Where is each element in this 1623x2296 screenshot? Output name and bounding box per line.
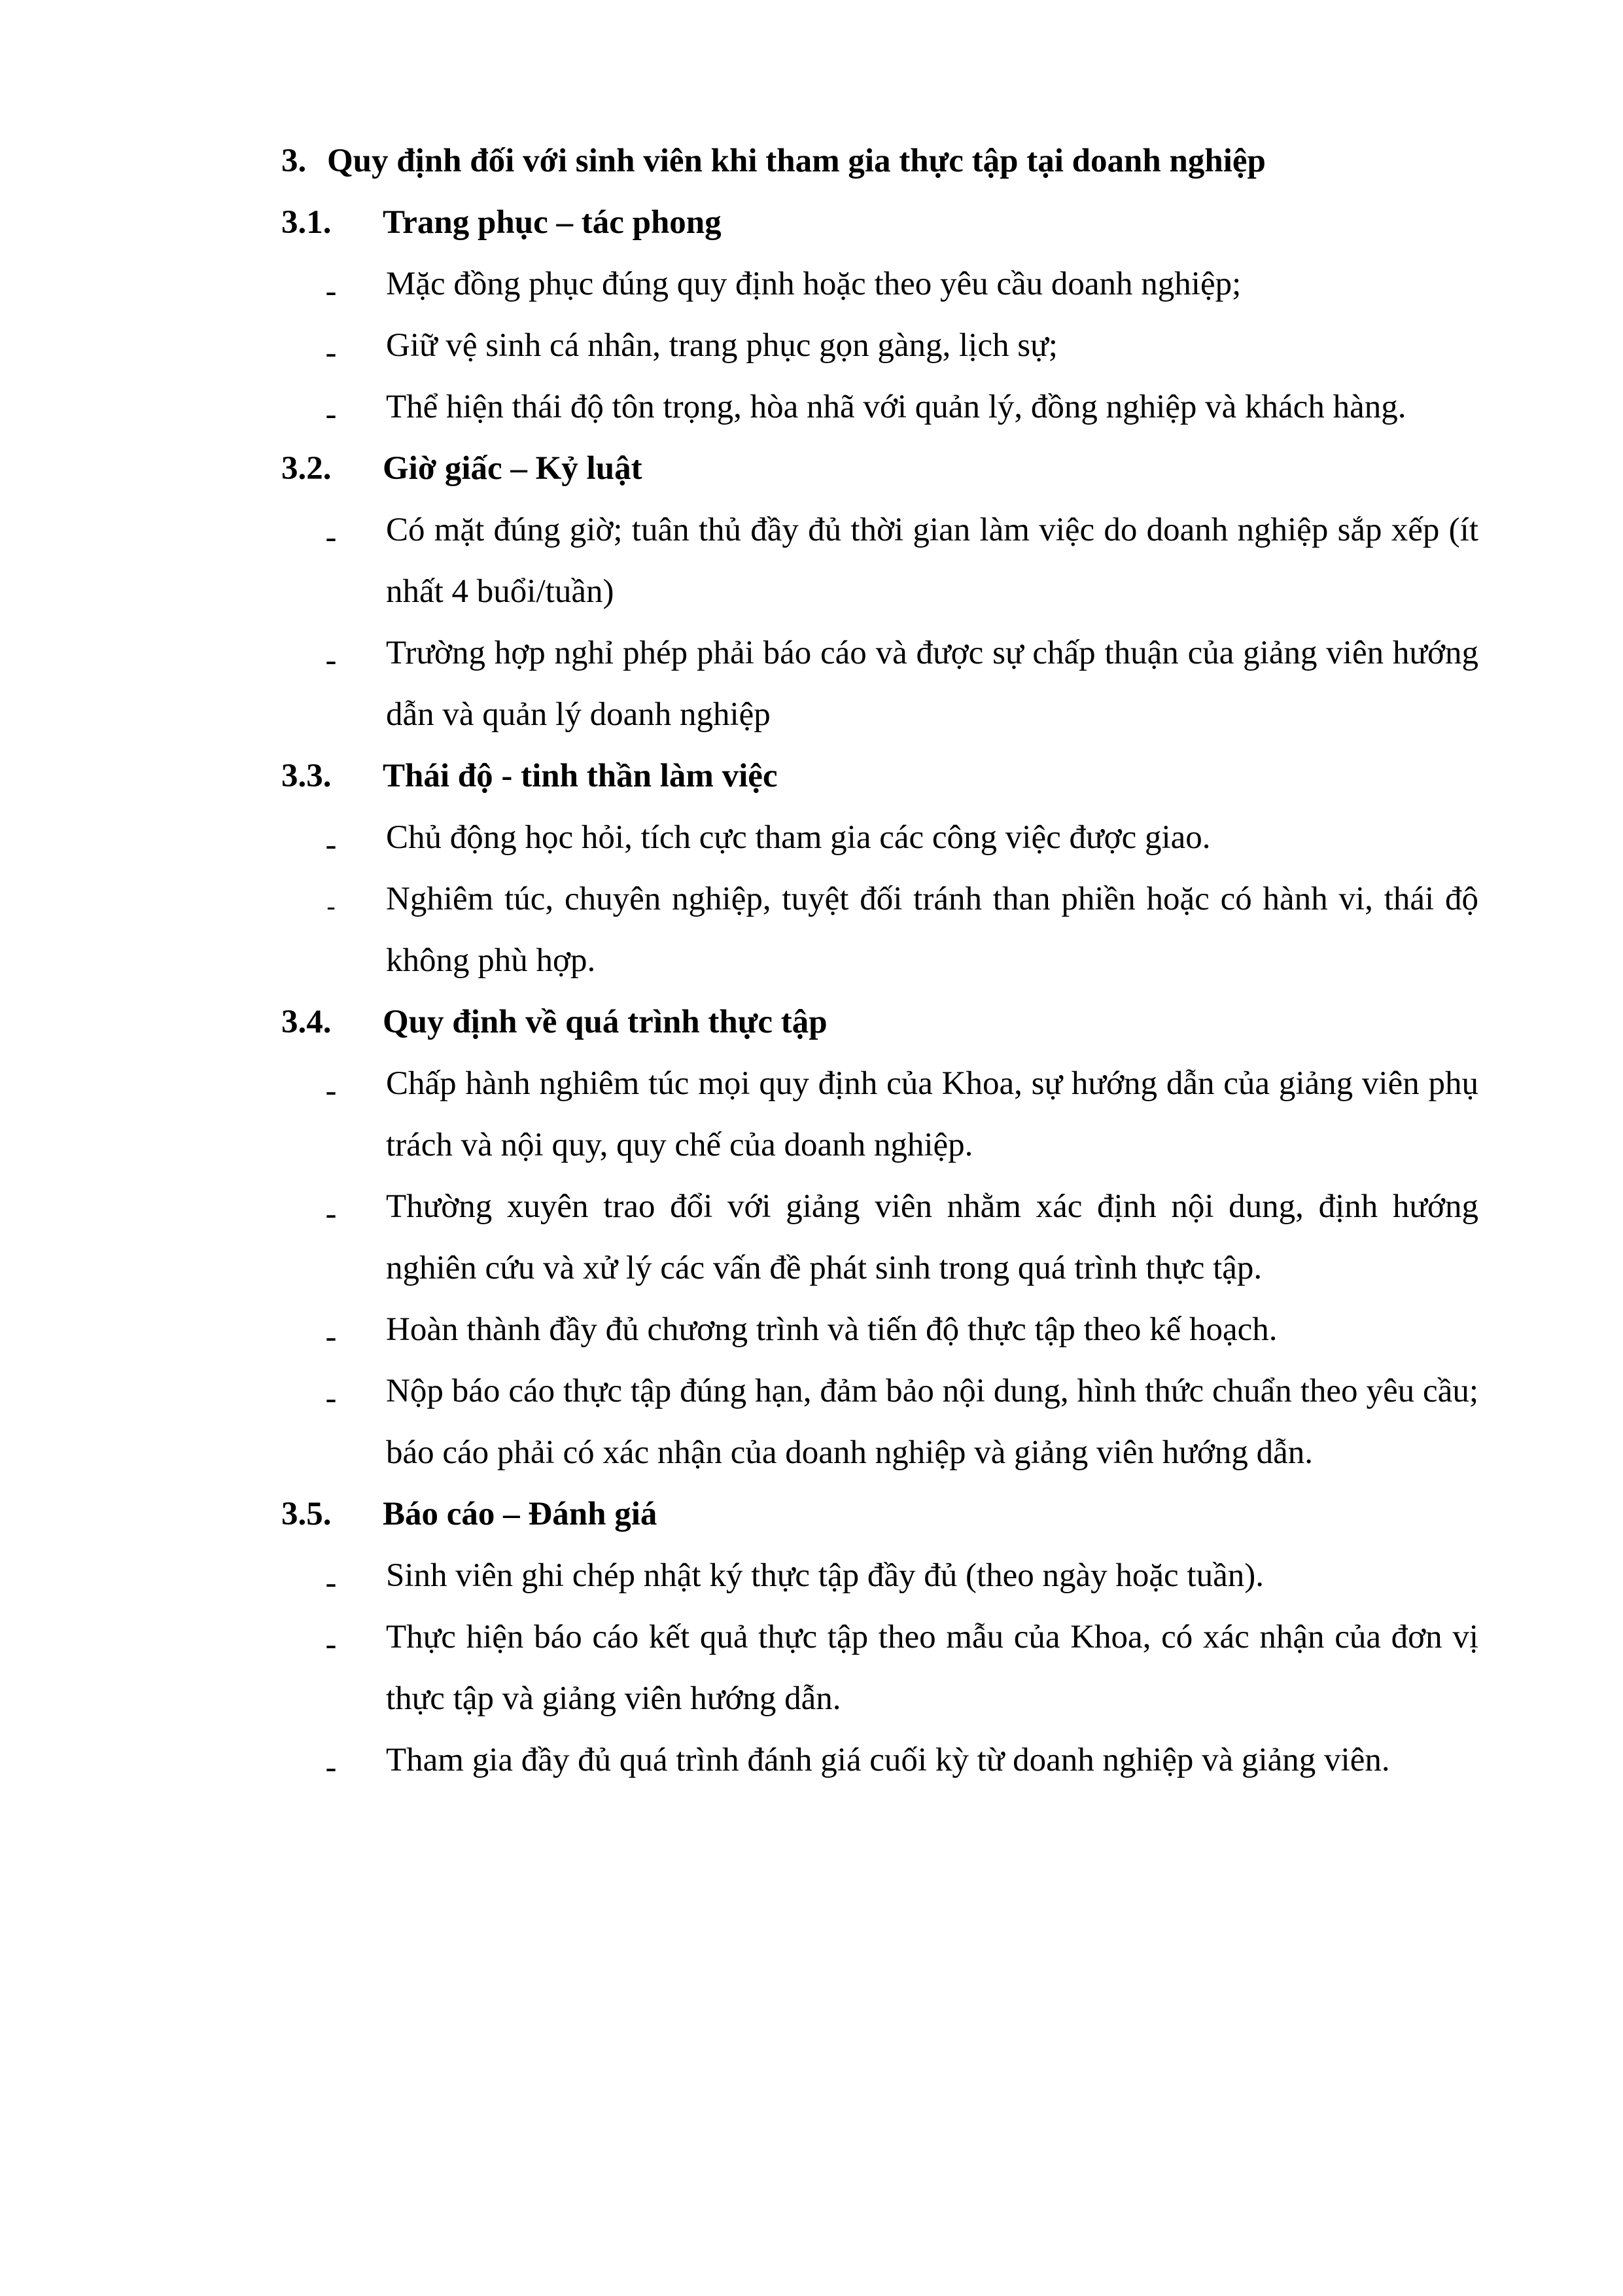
list-item-text: Thể hiện thái độ tôn trọng, hòa nhã với quản lý, đồng nghiệp và khách hàng.: [386, 389, 1406, 425]
list-item-text: Sinh viên ghi chép nhật ký thực tập đầy đủ (theo ngày hoặc tuần).: [386, 1557, 1264, 1594]
list-item-text: Có mặt đúng giờ; tuân thủ đầy đủ thời gian làm việc do doanh nghiệp sắp xếp (ít nhất 4 buổi/tuần): [386, 512, 1478, 610]
section-title: Báo cáo – Đánh giá: [383, 1496, 657, 1532]
section-heading: [281, 199, 1478, 246]
list-item: [281, 1614, 1478, 1737]
list-item: [281, 506, 1478, 629]
bullet-marker: -: [325, 1626, 337, 1663]
list-item: [281, 260, 1478, 322]
list-item-text: Chủ động học hỏi, tích cực tham gia các công việc được giao.: [386, 819, 1211, 856]
section-title: Thái độ - tinh thần làm việc: [383, 758, 778, 794]
section-number: 3.1.: [281, 204, 332, 241]
section-heading: [281, 998, 1478, 1046]
bullet-list: [281, 506, 1478, 752]
section-3-5: [281, 1491, 1478, 1798]
bullet-marker: -: [325, 519, 337, 556]
section-3-2: [281, 445, 1478, 752]
main-title-number: 3.: [281, 143, 307, 179]
list-item-text: Thực hiện báo cáo kết quả thực tập theo mẫu của Khoa, có xác nhận của đơn vị thực tập và giảng viên hướng dẫn.: [386, 1619, 1478, 1717]
list-item: [281, 1737, 1478, 1798]
bullet-marker: -: [325, 1195, 337, 1232]
section-number: 3.3.: [281, 758, 332, 794]
document-body: [281, 137, 1478, 1798]
section-title: Quy định về quá trình thực tập: [383, 1004, 828, 1040]
section-heading: [281, 1491, 1478, 1538]
bullet-marker: -: [325, 1318, 337, 1355]
bullet-marker: -: [325, 826, 337, 863]
list-item: [281, 1306, 1478, 1368]
section-3-3: [281, 752, 1478, 998]
list-item: [281, 1552, 1478, 1614]
list-item: [281, 875, 1478, 998]
section-number: 3.4.: [281, 1004, 332, 1040]
bullet-list: [281, 1552, 1478, 1798]
list-item-text: Hoàn thành đầy đủ chương trình và tiến độ thực tập theo kế hoạch.: [386, 1311, 1278, 1348]
list-item-text: Nghiêm túc, chuyên nghiệp, tuyệt đối tránh than phiền hoặc có hành vi, thái độ không phù hợp.: [386, 881, 1478, 979]
list-item-text: Tham gia đầy đủ quá trình đánh giá cuối kỳ từ doanh nghiệp và giảng viên.: [386, 1742, 1390, 1778]
list-item: [281, 1060, 1478, 1183]
bullet-list: [281, 814, 1478, 998]
list-item-text: Trường hợp nghỉ phép phải báo cáo và được sự chấp thuận của giảng viên hướng dẫn và quản lý doanh nghiệp: [386, 635, 1478, 733]
list-item-text: Nộp báo cáo thực tập đúng hạn, đảm bảo nội dung, hình thức chuẩn theo yêu cầu; báo cáo phải có xác nhận của doanh nghiệp và giảng viên hướng dẫn.: [386, 1373, 1478, 1471]
section-title: Giờ giấc – Kỷ luật: [383, 450, 642, 487]
main-title-text: Quy định đối với sinh viên khi tham gia thực tập tại doanh nghiệp: [327, 143, 1266, 179]
bullet-list: [281, 1060, 1478, 1491]
section-heading: [281, 752, 1478, 800]
list-item: [281, 629, 1478, 752]
bullet-marker: -: [326, 891, 336, 921]
bullet-marker: -: [325, 642, 337, 679]
section-3-1: [281, 199, 1478, 445]
section-title: Trang phục – tác phong: [383, 204, 722, 241]
list-item: [281, 383, 1478, 445]
list-item: [281, 814, 1478, 875]
bullet-marker: -: [325, 1072, 337, 1109]
bullet-marker: -: [325, 396, 337, 433]
bullet-marker: -: [325, 1564, 337, 1601]
list-item: [281, 322, 1478, 383]
list-item: [281, 1183, 1478, 1306]
list-item: [281, 1368, 1478, 1491]
section-heading: [281, 445, 1478, 492]
bullet-marker: -: [325, 1380, 337, 1417]
section-number: 3.5.: [281, 1496, 332, 1532]
section-3-4: [281, 998, 1478, 1491]
bullet-marker: -: [325, 1749, 337, 1786]
list-item-text: Chấp hành nghiêm túc mọi quy định của Khoa, sự hướng dẫn của giảng viên phụ trách và nội quy, quy chế của doanh nghiệp.: [386, 1065, 1478, 1163]
bullet-marker: -: [325, 334, 337, 371]
list-item-text: Thường xuyên trao đổi với giảng viên nhằm xác định nội dung, định hướng nghiên cứu và xử lý các vấn đề phát sinh trong quá trình thực tập.: [386, 1188, 1478, 1286]
list-item-text: Giữ vệ sinh cá nhân, trang phục gọn gàng, lịch sự;: [386, 327, 1058, 364]
section-number: 3.2.: [281, 450, 332, 487]
bullet-list: [281, 260, 1478, 445]
bullet-marker: -: [325, 273, 337, 309]
main-title: [281, 137, 1478, 185]
list-item-text: Mặc đồng phục đúng quy định hoặc theo yêu cầu doanh nghiệp;: [386, 266, 1242, 302]
